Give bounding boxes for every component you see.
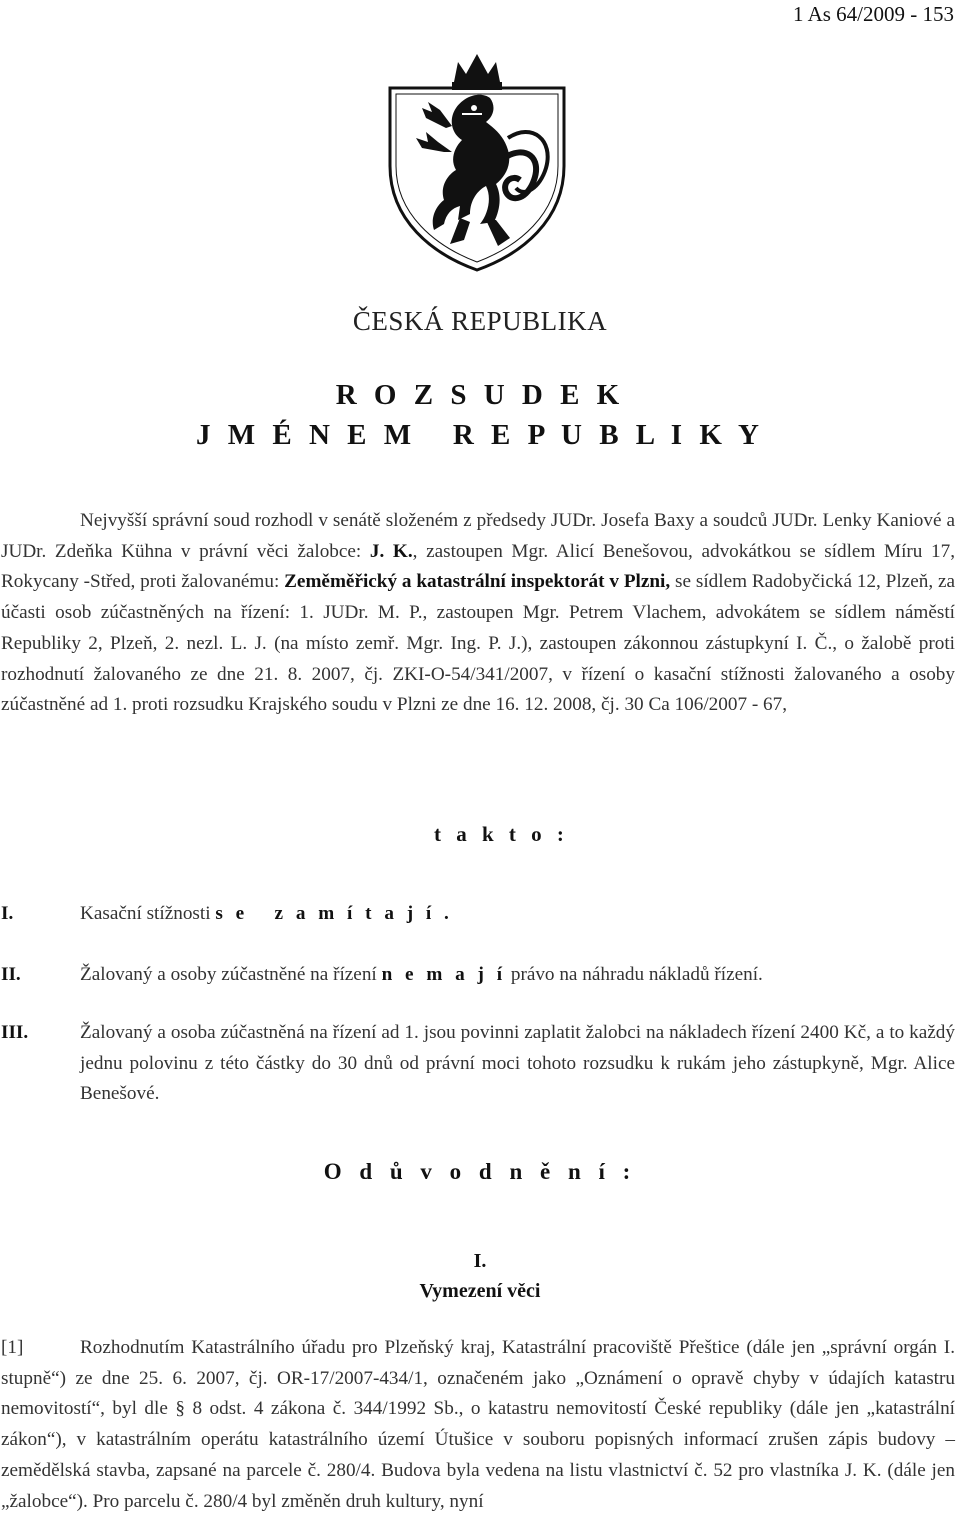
- verdict-number: II.: [1, 964, 21, 985]
- reasoning-heading: O d ů v o d n ě n í :: [323, 1159, 637, 1184]
- intro-paragraph: [1, 506, 955, 721]
- verdict-number: I.: [1, 903, 14, 924]
- paragraph-number: [1]: [1, 1337, 24, 1358]
- verdict-number: III.: [1, 1022, 29, 1043]
- intro-text-2: , zastoupen Mgr. Alicí Benešovou, advokátkou se sídlem Míru 17, Rokycany -Střed, proti žalovanému:: [1, 540, 955, 593]
- judgment-title: [0, 375, 960, 455]
- verdict-item-3: [1, 1018, 955, 1110]
- judgment-title-line1: R O Z S U D E K: [335, 379, 625, 411]
- verdict-spaced-text: n e m a j í: [381, 964, 507, 985]
- country-title: ČESKÁ REPUBLIKA: [352, 306, 608, 336]
- verdict-item-2: [1, 960, 955, 991]
- judgment-title-line2: J M É N E M R E P U B L I K Y: [195, 419, 764, 451]
- paragraph-1: [1, 1333, 955, 1517]
- paragraph-text: Rozhodnutím Katastrálního úřadu pro Plzeňský kraj, Katastrální pracoviště Přeštice (dále jen „správní orgán I. stupně“) ze dne 25. 6. 2007, čj. OR-17/2007-434/1, označeném jako „Oznámení o opravě chyby v údajích katastru nemovitostí“, byl dle § 8 odst. 4 zákona č. 344/1992 Sb., o katastru nemovitostí České republiky (dále jen „katastrální zákon“), v katastrálním operátu katastrálního území Útušice v souboru popisných informací zrušen zápis budovy – zemědělská stavba, zapsané na parcele č. 280/4. Budova byla vedena na listu vlastnictví č. 52 pro vlastníka J. K. (dále jen „žalobce“). Pro parcelu č. 280/4 byl změněn druh kultury, nyní: [1, 1337, 955, 1512]
- case-number: 1 As 64/2009 - 153: [792, 2, 954, 26]
- verdict-text: Žalovaný a osoba zúčastněná na řízení ad 1. jsou povinni zaplatit žalobci na nákladech řízení 2400 Kč, a to každý jednu polovinu z této částky do 30 dnů od právní moci tohoto rozsudku k rukám jeho zástupkyně, Mgr. Alice Benešové.: [80, 1022, 955, 1105]
- defendant-name: Zeměměřický a katastrální inspektorát v Plzni,: [284, 571, 671, 593]
- coat-of-arms-emblem: [386, 48, 568, 274]
- section-number: I.: [473, 1250, 487, 1272]
- verdict-item-1: [1, 899, 955, 930]
- verdict-spaced-text: s e z a m í t a j í .: [215, 903, 453, 924]
- verdict-text-end: právo na náhradu nákladů řízení.: [506, 964, 763, 985]
- plaintiff-name: J. K.: [369, 540, 413, 562]
- takto-heading: t a k t o :: [434, 822, 569, 846]
- section-title: Vymezení věci: [419, 1280, 541, 1302]
- intro-text-1: Nejvyšší správní soud rozhodl v senátě složeném z předsedy JUDr. Josefa Baxy a soudců JUDr. Lenky Kaniové a JUDr. Zdeňka Kühna v právní věci žalobce:: [1, 510, 955, 562]
- verdict-text: Žalovaný a osoby zúčastněné na řízení: [80, 964, 382, 985]
- intro-text-3: se sídlem Radobyčická 12, Plzeň, za účasti osob zúčastněných na řízení: 1. JUDr. M. P., zastoupen Mgr. Petrem Vlachem, advokátem se sídlem náměstí Republiky 2, Plzeň, 2. nezl. L. J. (na místo zemř. Mgr. Ing. P. J.), zastoupen zákonnou zástupkyní I. Č., o žalobě proti rozhodnutí žalovaného ze dne 21. 8. 2007, čj. ZKI-O-54/341/2007, v řízení o kasační stížnosti žalovaného a osoby zúčastněné ad 1. proti rozsudku Krajského soudu v Plzni ze dne 16. 12. 2008, čj. 30 Ca 106/2007 - 67,: [1, 571, 955, 716]
- verdict-text: Kasační stížnosti: [80, 903, 216, 924]
